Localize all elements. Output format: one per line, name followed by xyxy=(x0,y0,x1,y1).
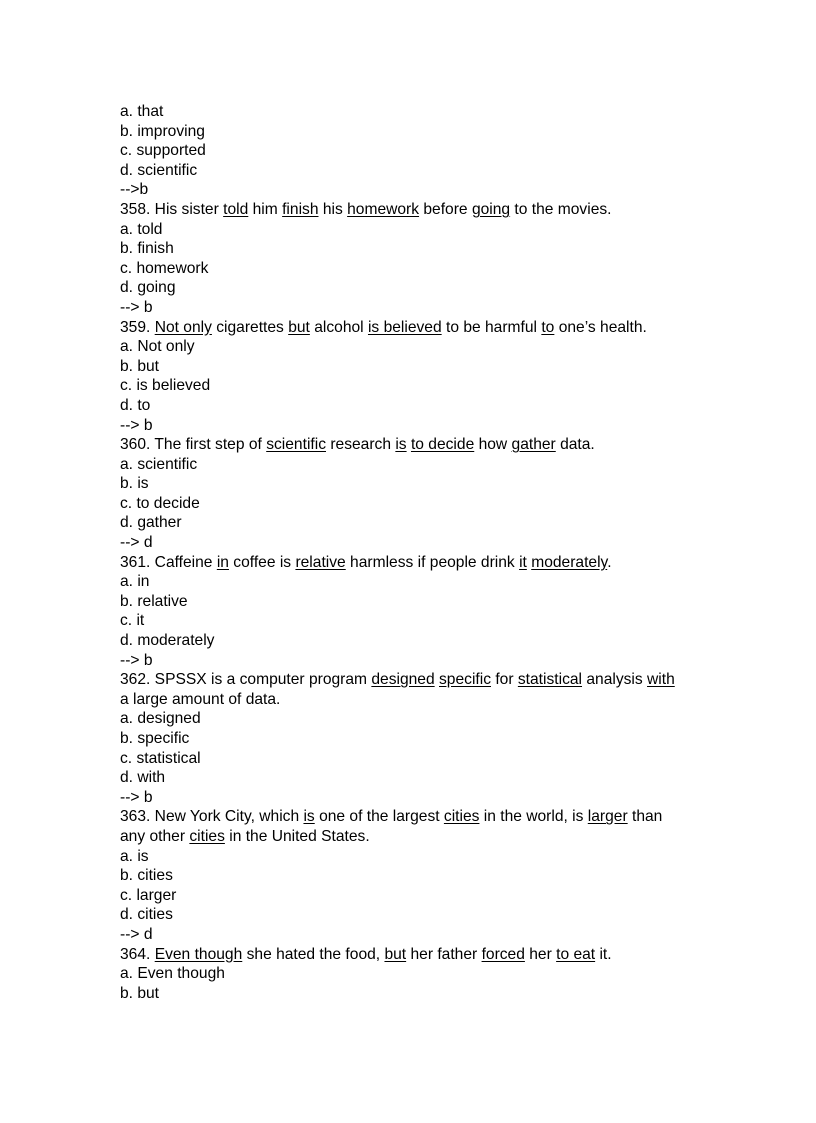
text-segment: analysis xyxy=(582,671,648,689)
text-line xyxy=(120,553,720,573)
text-line xyxy=(120,749,720,769)
underlined-word: Not only xyxy=(154,318,212,336)
text-line xyxy=(120,670,720,690)
text-segment: d. to xyxy=(120,396,151,414)
underlined-word: it xyxy=(519,553,527,571)
underlined-word: is xyxy=(395,436,407,454)
text-segment: c. supported xyxy=(120,142,206,160)
text-segment: b. relative xyxy=(120,592,188,610)
underlined-word: with xyxy=(647,671,675,689)
text-line xyxy=(120,866,720,886)
underlined-word: told xyxy=(223,200,249,218)
underlined-word: designed xyxy=(371,671,435,689)
underlined-word: Even though xyxy=(154,945,243,963)
text-segment: than xyxy=(627,808,663,826)
text-segment: b. finish xyxy=(120,240,174,258)
text-line xyxy=(120,474,720,494)
text-segment: she hated the food, xyxy=(242,945,385,963)
underlined-word: specific xyxy=(439,671,491,689)
text-segment: d. with xyxy=(120,769,166,787)
text-line xyxy=(120,533,720,553)
text-segment: d. cities xyxy=(120,906,173,924)
text-segment: it. xyxy=(595,945,612,963)
text-segment: research xyxy=(326,436,396,454)
text-segment: c. to decide xyxy=(120,494,200,512)
text-line xyxy=(120,455,720,475)
underlined-word: forced xyxy=(481,945,525,963)
text-line xyxy=(120,690,720,710)
text-segment: c. larger xyxy=(120,886,177,904)
text-segment: in the United States. xyxy=(224,827,370,845)
text-segment: --> b xyxy=(120,416,153,434)
text-segment: --> d xyxy=(120,925,153,943)
text-segment: a. Even though xyxy=(120,965,225,983)
text-line xyxy=(120,298,720,318)
text-line xyxy=(120,494,720,514)
text-line xyxy=(120,572,720,592)
underlined-word: going xyxy=(471,200,511,218)
text-line xyxy=(120,278,720,298)
text-line xyxy=(120,239,720,259)
text-segment: before xyxy=(419,200,472,218)
text-line xyxy=(120,337,720,357)
underlined-word: to decide xyxy=(410,436,475,454)
text-segment: 358. His sister xyxy=(120,200,224,218)
text-line xyxy=(120,964,720,984)
text-line xyxy=(120,122,720,142)
text-segment: alcohol xyxy=(309,318,368,336)
underlined-word: but xyxy=(384,945,407,963)
text-segment: d. going xyxy=(120,279,176,297)
text-segment: a. designed xyxy=(120,710,201,728)
text-segment: a. told xyxy=(120,220,163,238)
text-segment: a. in xyxy=(120,573,150,591)
underlined-word: moderately xyxy=(531,553,608,571)
text-segment: c. statistical xyxy=(120,749,201,767)
underlined-word: cities xyxy=(443,808,480,826)
underlined-word: to xyxy=(541,318,555,336)
text-line xyxy=(120,435,720,455)
text-segment: b. cities xyxy=(120,867,173,885)
underlined-word: statistical xyxy=(517,671,583,689)
text-segment: b. is xyxy=(120,475,149,493)
text-segment: d. scientific xyxy=(120,161,198,179)
underlined-word: larger xyxy=(587,808,628,826)
text-segment: cigarettes xyxy=(211,318,289,336)
underlined-word: to eat xyxy=(556,945,596,963)
document-page xyxy=(120,102,720,1003)
text-line xyxy=(120,376,720,396)
underlined-word: is believed xyxy=(367,318,442,336)
text-line xyxy=(120,200,720,220)
text-segment: 361. Caffeine xyxy=(120,553,217,571)
text-segment: c. is believed xyxy=(120,377,211,395)
text-line xyxy=(120,318,720,338)
text-segment: her father xyxy=(406,945,482,963)
text-segment: --> b xyxy=(120,788,153,806)
underlined-word: finish xyxy=(282,200,319,218)
text-line xyxy=(120,925,720,945)
text-line xyxy=(120,709,720,729)
text-segment: 363. New York City, which xyxy=(120,808,304,826)
text-segment: --> d xyxy=(120,534,153,552)
text-line xyxy=(120,905,720,925)
text-segment: b. specific xyxy=(120,730,190,747)
underlined-word: but xyxy=(288,318,310,336)
text-segment: his xyxy=(318,200,348,218)
text-segment: how xyxy=(474,436,512,454)
text-line xyxy=(120,827,720,847)
text-line xyxy=(120,259,720,279)
text-line xyxy=(120,396,720,416)
text-line xyxy=(120,847,720,867)
text-line xyxy=(120,729,720,749)
text-segment: a. scientific xyxy=(120,455,198,473)
text-segment: b. but xyxy=(120,357,160,375)
text-segment: a. Not only xyxy=(120,338,195,356)
text-segment: one’s health. xyxy=(554,318,647,336)
text-segment: one of the largest xyxy=(314,808,444,826)
text-line xyxy=(120,102,720,122)
underlined-word: in xyxy=(216,553,229,571)
text-segment: him xyxy=(248,200,283,218)
text-segment: data. xyxy=(555,436,595,454)
text-segment: her xyxy=(524,945,557,963)
text-line xyxy=(120,984,720,1004)
text-line xyxy=(120,141,720,161)
underlined-word: homework xyxy=(347,200,420,218)
text-line xyxy=(120,592,720,612)
text-line xyxy=(120,807,720,827)
text-line xyxy=(120,886,720,906)
text-segment: --> b xyxy=(120,651,153,669)
text-line xyxy=(120,788,720,808)
text-segment: b. improving xyxy=(120,122,205,140)
text-line xyxy=(120,651,720,671)
underlined-word: gather xyxy=(511,436,556,454)
text-segment: for xyxy=(491,671,518,689)
text-line xyxy=(120,631,720,651)
text-segment: b. but xyxy=(120,984,160,1002)
text-line xyxy=(120,611,720,631)
underlined-word: relative xyxy=(295,553,346,571)
text-segment: c. it xyxy=(120,612,145,630)
text-segment: to the movies. xyxy=(510,200,612,218)
text-segment: to be harmful xyxy=(441,318,542,336)
text-segment: any other xyxy=(120,827,190,845)
text-line xyxy=(120,513,720,533)
text-segment: in the world, is xyxy=(479,808,588,826)
text-segment: a. is xyxy=(120,847,149,865)
text-segment: a large amount of data. xyxy=(120,690,281,708)
underlined-word: is xyxy=(303,808,315,826)
text-segment: . xyxy=(607,553,612,571)
underlined-word: cities xyxy=(189,827,225,845)
text-segment: 362. SPSSX is a computer program xyxy=(120,671,372,689)
text-line xyxy=(120,945,720,965)
text-segment: 359. xyxy=(120,318,155,336)
text-segment: c. homework xyxy=(120,259,209,277)
text-line xyxy=(120,416,720,436)
text-segment: -->b xyxy=(120,181,149,199)
text-segment: harmless if people drink xyxy=(345,553,520,571)
text-line xyxy=(120,357,720,377)
text-segment: --> b xyxy=(120,298,153,316)
text-segment: d. moderately xyxy=(120,632,215,650)
text-segment: 364. xyxy=(120,945,155,963)
text-segment: coffee is xyxy=(228,553,296,571)
text-line xyxy=(120,161,720,181)
text-segment: a. that xyxy=(120,103,164,120)
underlined-word: scientific xyxy=(266,436,326,454)
text-segment: 360. The first step of xyxy=(120,436,267,454)
text-line xyxy=(120,180,720,200)
text-line xyxy=(120,768,720,788)
text-line xyxy=(120,220,720,240)
text-segment: d. gather xyxy=(120,514,182,532)
